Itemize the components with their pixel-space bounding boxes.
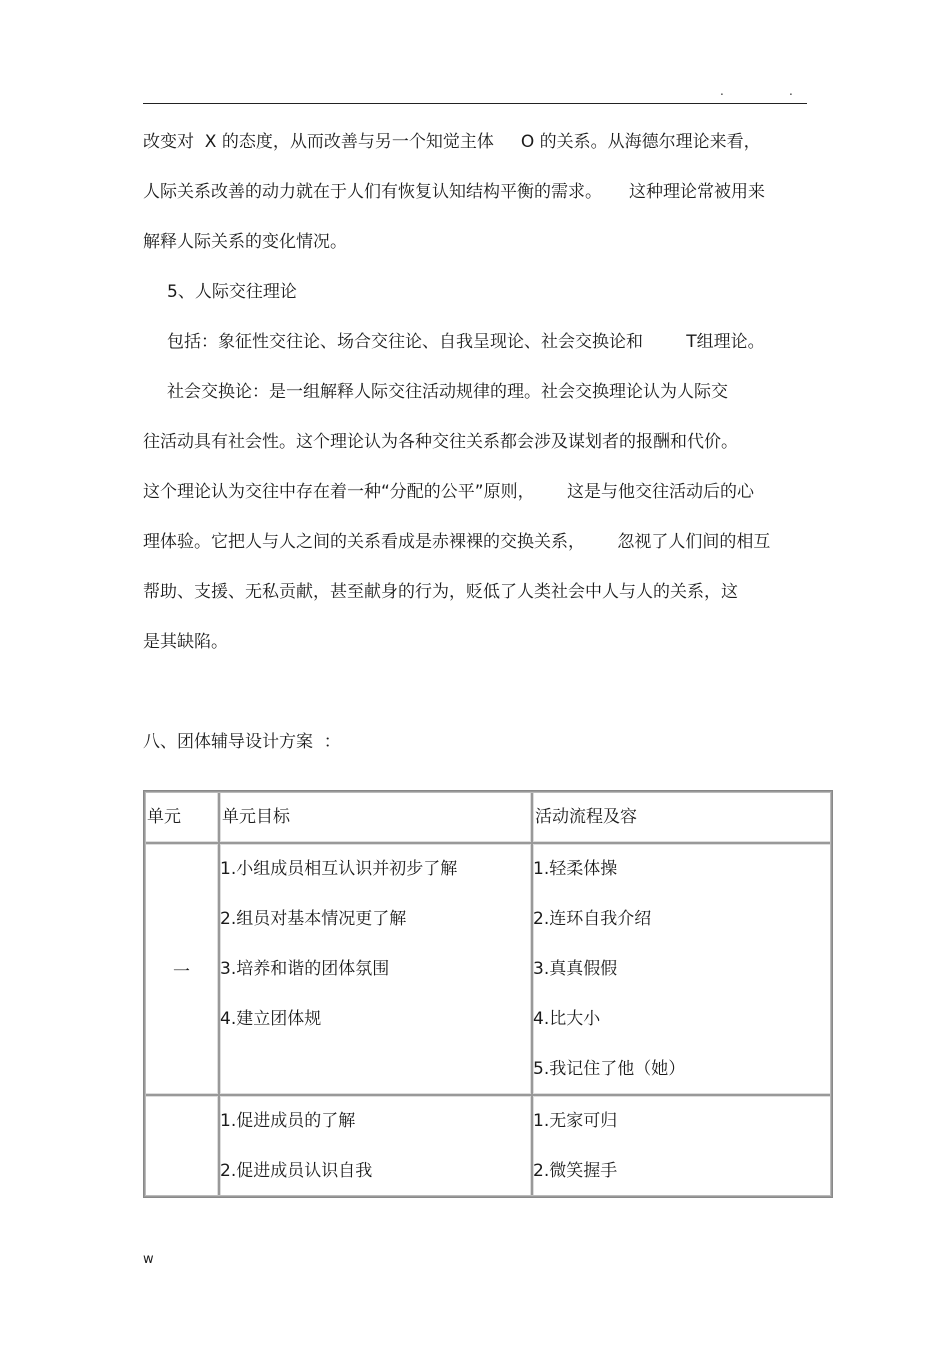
header-activity: 活动流程及容 — [532, 791, 832, 843]
activity-cell — [532, 843, 832, 1095]
paragraph-line: 帮助、支援、无私贡献，甚至献身的行为，贬低了人类社会中人与人的关系，这 — [143, 582, 738, 602]
header-dot-left: . — [720, 84, 724, 98]
table-row — [144, 843, 832, 1095]
goal-item: 3.培养和谐的团体氛围 — [220, 959, 390, 979]
paragraph-line: 这个理论认为交往中存在着一种“分配的公平”原则， 这是与他交往活动后的心 — [143, 482, 755, 502]
goal-item: 4.建立团体规 — [220, 1009, 322, 1029]
goal-item: 1.小组成员相互认识并初步了解 — [220, 859, 458, 879]
goal-item: 2.组员对基本情况更了解 — [220, 909, 407, 929]
footer-mark: w — [143, 1252, 154, 1267]
table-header-row — [144, 791, 832, 843]
header-rule — [143, 103, 807, 104]
unit-cell — [144, 1095, 219, 1197]
paragraph-line: 往活动具有社会性。这个理论认为各种交往关系都会涉及谋划者的报酬和代价。 — [143, 432, 738, 452]
activity-item: 3.真真假假 — [533, 959, 618, 979]
activity-item: 4.比大小 — [533, 1009, 601, 1029]
goal-item: 2.促进成员认识自我 — [220, 1161, 373, 1181]
activity-item: 5.我记住了他（她） — [533, 1059, 686, 1079]
header-goal: 单元目标 — [219, 791, 532, 843]
header-dot-right: . — [789, 84, 793, 98]
goal-item: 1.促进成员的了解 — [220, 1111, 356, 1131]
section-heading: 八、团体辅导设计方案 ： — [143, 732, 341, 752]
paragraph-line: 解释人际关系的变化情况。 — [143, 232, 347, 252]
plan-table — [143, 790, 833, 1198]
activity-item: 1.无家可归 — [533, 1111, 618, 1131]
paragraph-line: 包括：象征性交往论、场合交往论、自我呈现论、社会交换论和 T组理论。 — [167, 332, 765, 352]
paragraph-line: 理体验。它把人与人之间的关系看成是赤裸裸的交换关系， 忽视了人们间的相互 — [143, 532, 771, 552]
activity-item: 2.连环自我介绍 — [533, 909, 652, 929]
activity-item: 1.轻柔体操 — [533, 859, 618, 879]
paragraph-line: 人际关系改善的动力就在于人们有恢复认知结构平衡的需求。 这种理论常被用来 — [143, 182, 766, 202]
paragraph-line: 社会交换论：是一组解释人际交往活动规律的理。社会交换理论认为人际交 — [167, 382, 728, 402]
activity-item: 2.微笑握手 — [533, 1161, 618, 1181]
unit-cell: 一 — [144, 843, 219, 1095]
goal-cell — [219, 1095, 532, 1197]
goal-cell — [219, 843, 532, 1095]
paragraph-line: 改变对 X 的态度，从而改善与另一个知觉主体 O 的关系。从海德尔理论来看， — [143, 132, 761, 152]
section-heading: 5、人际交往理论 — [167, 282, 297, 302]
table-row — [144, 1095, 832, 1197]
header-unit: 单元 — [144, 791, 219, 843]
activity-cell — [532, 1095, 832, 1197]
paragraph-line: 是其缺陷。 — [143, 632, 228, 652]
